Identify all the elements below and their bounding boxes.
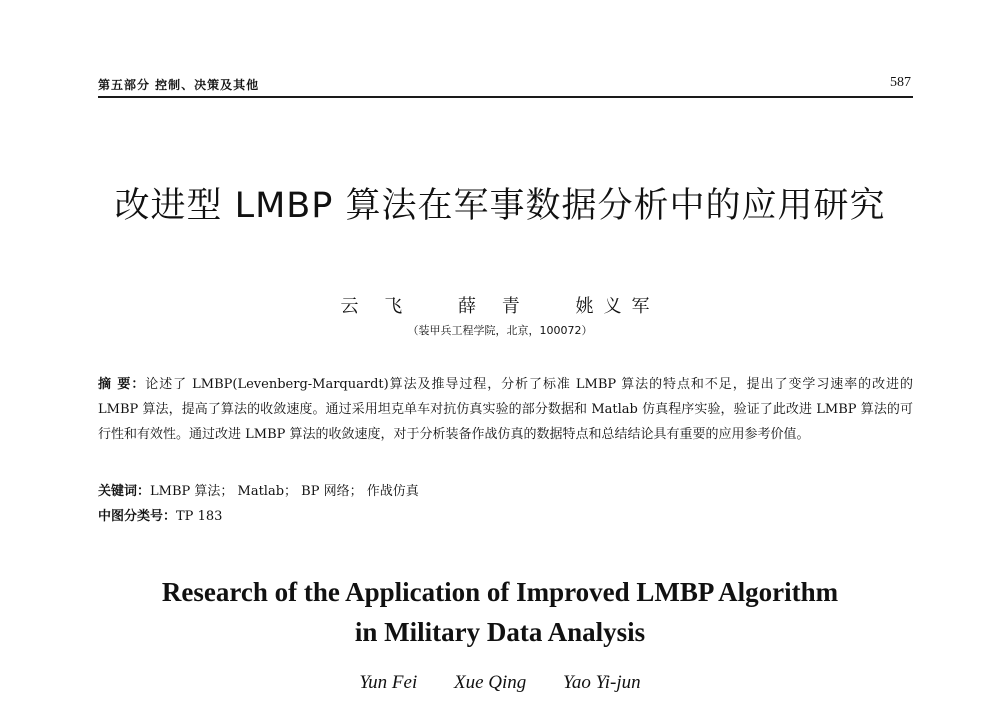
classification-number [98,505,913,524]
running-header-section: 第五部分 控制、决策及其他 [98,78,260,92]
running-header [98,74,913,98]
classification-text: TP 183 [176,509,223,524]
classification-label: 中图分类号： [98,509,177,524]
author-en-3: Yao Yi-jun [563,672,641,693]
keywords [98,480,913,499]
title-en-line-1: Research of the Application of Improved LMBP Algorithm [161,577,839,607]
authors-english [0,672,1000,694]
authors-chinese [0,292,1000,318]
author-cn-1: 云 飞 [340,296,413,317]
paper-title-english [0,572,1000,652]
author-en-2: Xue Qing [453,672,527,693]
author-cn-2: 薛 青 [458,296,530,317]
keywords-text: LMBP 算法； Matlab； BP 网络； 作战仿真 [150,484,419,499]
abstract [98,372,913,447]
keywords-label: 关键词： [98,484,151,499]
page-number: 587 [890,75,911,90]
title-en-line-2: in Military Data Analysis [354,617,646,647]
abstract-text: 论述了 LMBP(Levenberg-Marquardt)算法及推导过程，分析了标准 LMBP 算法的特点和不足，提出了变学习速率的改进的 LMBP 算法，提高了算法的收敛速度。通过采用坦克单车对抗仿真实验的部分数据和 Matlab 仿真程序实验，验证了此改进 LMBP 算法的可行性和有效性。通过改进 LMBP 算法的收敛速度，对于分析装备作战仿真的数据特点和总结结论具有重要的应用参考价值。 [98,377,913,442]
affiliation-chinese: （装甲兵工程学院，北京，100072） [407,324,593,337]
author-cn-3: 姚义军 [575,296,660,317]
abstract-label: 摘 要： [98,377,146,392]
author-en-1: Yun Fei [359,672,418,693]
paper-title-chinese: 改进型 LMBP 算法在军事数据分析中的应用研究 [114,186,886,226]
